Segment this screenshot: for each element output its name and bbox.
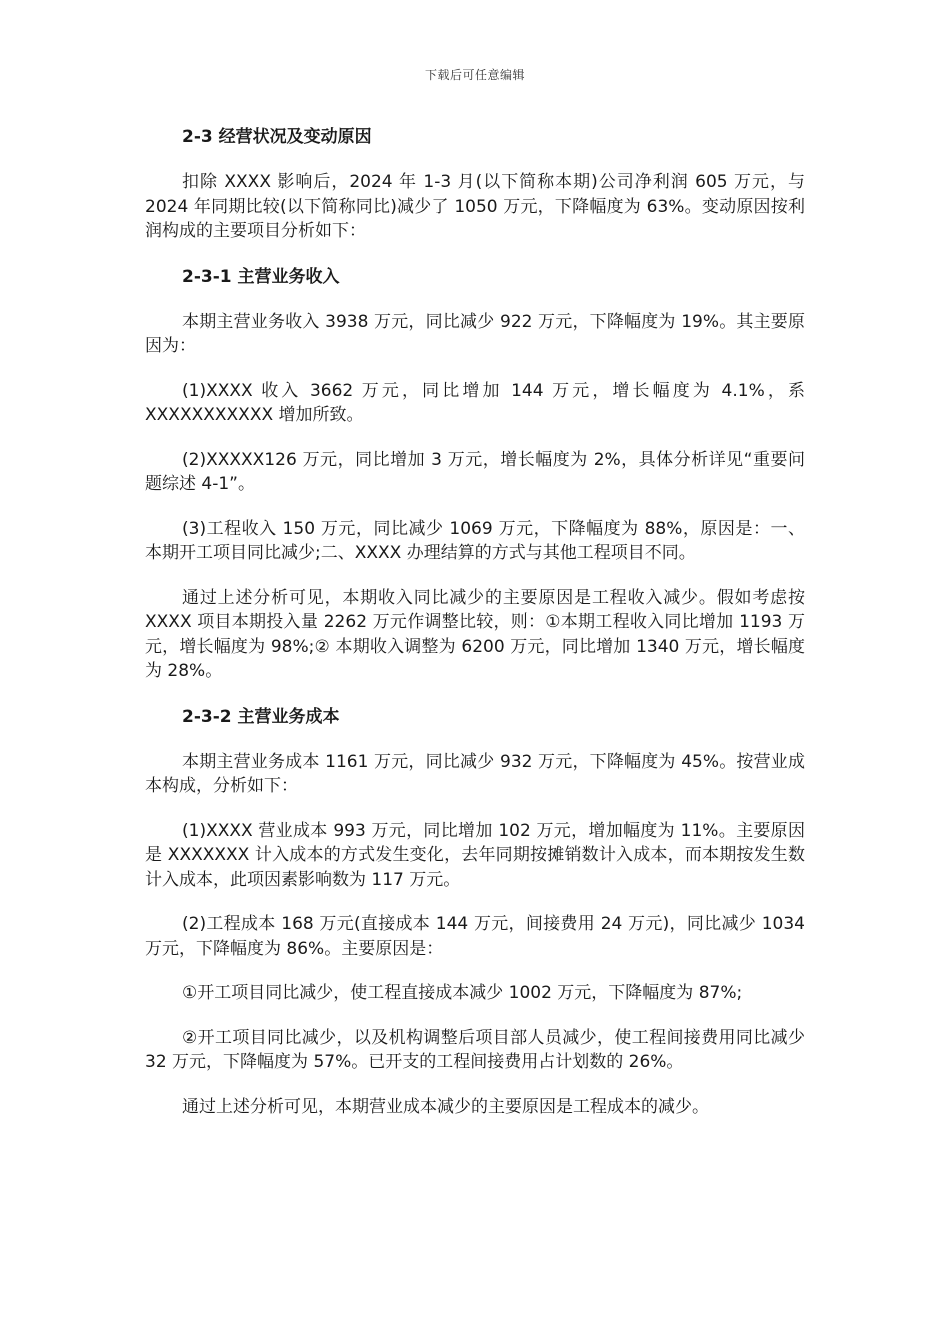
section-heading-2-3-2: 2-3-2 主营业务成本 xyxy=(182,706,340,727)
paragraph-cost-item-2b: ②开工项目同比减少，以及机构调整后项目部人员减少，使工程间接费用同比减少 32 万元，下降幅度为 57%。已开支的工程间接费用占计划数的 26%。 xyxy=(145,1027,805,1072)
section-heading-2-3: 2-3 经营状况及变动原因 xyxy=(182,127,372,147)
paragraph-cost-item-2a: ①开工项目同比减少，使工程直接成本减少 1002 万元，下降幅度为 87%; xyxy=(182,983,743,1003)
paragraph-income-item-1: (1)XXXX 收入 3662 万元，同比增加 144 万元，增长幅度为 4.1%，系 XXXXXXXXXXX 增加所致。 xyxy=(145,380,805,425)
paragraph-income-item-2: (2)XXXXX126 万元，同比增加 3 万元，增长幅度为 2%，具体分析详见“重要问题综述 4-1”。 xyxy=(145,449,805,494)
paragraph-cost-item-1: (1)XXXX 营业成本 993 万元，同比增加 102 万元，增加幅度为 11%。主要原因是 XXXXXXX 计入成本的方式发生变化，去年同期按摊销数计入成本，而本期按发生数计入成本，此项因素影响数为 117 万元。 xyxy=(145,820,805,890)
paragraph-income-item-3: (3)工程收入 150 万元，同比减少 1069 万元，下降幅度为 88%，原因是：一、本期开工项目同比减少;二、XXXX 办理结算的方式与其他工程项目不同。 xyxy=(145,518,805,563)
header-note: 下载后可任意编辑 xyxy=(424,68,525,82)
paragraph-cost-summary: 通过上述分析可见，本期营业成本减少的主要原因是工程成本的减少。 xyxy=(182,1096,709,1117)
paragraph-cost: 本期主营业务成本 1161 万元，同比减少 932 万元，下降幅度为 45%。按营业成本构成，分析如下： xyxy=(145,751,805,796)
paragraph-intro: 扣除 XXXX 影响后，2024 年 1-3 月(以下简称本期)公司净利润 605 万元，与 2024 年同期比较(以下简称同比)减少了 1050 万元，下降幅度为 63%。变动原因按利润构成的主要项目分析如下： xyxy=(145,172,805,241)
paragraph-income-summary: 通过上述分析可见，本期收入同比减少的主要原因是工程收入减少。假如考虑按 XXXX 项目本期投入量 2262 万元作调整比较，则：①本期工程收入同比增加 1193 万元，增长幅度为 98%;② 本期收入调整为 6200 万元，同比增加 1340 万元，增长幅度为 28%。 xyxy=(145,587,805,681)
paragraph-cost-item-2: (2)工程成本 168 万元(直接成本 144 万元，间接费用 24 万元)，同比减少 1034 万元，下降幅度为 86%。主要原因是： xyxy=(145,914,805,959)
paragraph-income: 本期主营业务收入 3938 万元，同比减少 922 万元，下降幅度为 19%。其主要原因为： xyxy=(145,311,805,356)
document-body xyxy=(145,124,805,1139)
section-heading-2-3-1: 2-3-1 主营业务收入 xyxy=(182,266,340,287)
